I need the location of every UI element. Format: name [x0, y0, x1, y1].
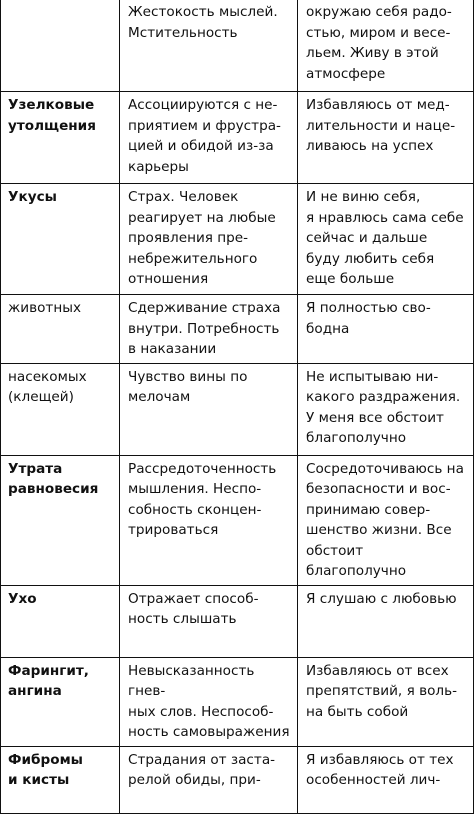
- cause-text: Ассоциируются с не- приятием и фрустра- цией и обидой из-за карьеры: [128, 97, 281, 175]
- affirmation-text: Я избавляюсь от тех особенностей лич-: [306, 751, 454, 788]
- term-cell: [1, 363, 120, 455]
- affirmation-cell: [298, 363, 474, 455]
- term-text: насекомых (клещей): [8, 368, 87, 405]
- affirmation-text: окружаю себя радо- стью, миром и весе- льем. Живу в этой атмосфере: [306, 4, 452, 82]
- table-body: [1, 0, 474, 813]
- cause-cell: [120, 0, 298, 92]
- term-cell: [1, 585, 120, 657]
- affirmation-cell: [298, 746, 474, 813]
- affirmation-text: Избавляюсь от мед- лительности и наце- ливаюсь на успех: [306, 97, 456, 154]
- cause-cell: [120, 455, 298, 585]
- affirmation-cell: [298, 0, 474, 92]
- cause-text: Страх. Человек реагирует на любые проявления пре- небрежительного отношения: [128, 189, 276, 287]
- affirmation-cell: [298, 92, 474, 184]
- affirmation-cell: [298, 455, 474, 585]
- cause-text: Рассредоточенность мышления. Неспо- собность сконцен- трироваться: [128, 460, 277, 538]
- table-row: [1, 746, 474, 813]
- table-row: [1, 184, 474, 295]
- affirmation-text: Я полностью сво- бодна: [306, 300, 431, 337]
- cause-cell: [120, 746, 298, 813]
- term-cell: [1, 295, 120, 364]
- table-row: [1, 657, 474, 746]
- term-cell: [1, 184, 120, 295]
- term-cell: [1, 657, 120, 746]
- table-row: [1, 0, 474, 92]
- term-text: Узелковые утолщения: [8, 97, 96, 134]
- affirmation-text: И не виню себя, я нравлюсь сама себе сейчас и дальше буду любить себя еще больше: [306, 189, 464, 287]
- cause-text: Чувство вины по мелочам: [128, 368, 248, 405]
- cause-text: Страдания от заста- релой обиды, при-: [128, 751, 276, 788]
- table-row: [1, 455, 474, 585]
- cause-cell: [120, 184, 298, 295]
- term-text: Утрата равновесия: [8, 460, 99, 497]
- affirmation-text: Сосредоточиваюсь на безопасности и вос- принимаю совер- шенство жизни. Все обстоит благополучно: [306, 460, 464, 579]
- table-row: [1, 92, 474, 184]
- affirmation-cell: [298, 295, 474, 364]
- table-row: [1, 585, 474, 657]
- term-cell: [1, 455, 120, 585]
- term-cell: [1, 92, 120, 184]
- cause-cell: [120, 585, 298, 657]
- affirmation-text: Не испытываю ни- какого раздражения. У меня все обстоит благополучно: [306, 368, 461, 446]
- affirmation-text: Я слушаю с любовью: [306, 590, 457, 607]
- term-text: Фибромы и кисты: [8, 751, 83, 788]
- affirmation-text: Избавляюсь от всех препятствий, я воль- на быть собой: [306, 662, 458, 720]
- term-cell: [1, 0, 120, 92]
- term-text: животных: [8, 300, 81, 316]
- cause-cell: [120, 92, 298, 184]
- table-row: [1, 363, 474, 455]
- cause-cell: [120, 363, 298, 455]
- cause-text: Жестокость мыслей. Мстительность: [128, 4, 278, 41]
- term-text: Фарингит, ангина: [8, 662, 89, 699]
- cause-text: Отражает способ- ность слышать: [128, 590, 259, 627]
- affirmation-cell: [298, 184, 474, 295]
- affirmation-cell: [298, 657, 474, 746]
- cause-text: Сдерживание страха внутри. Потребность в наказании: [128, 300, 281, 357]
- cause-cell: [120, 295, 298, 364]
- term-cell: [1, 746, 120, 813]
- cause-cell: [120, 657, 298, 746]
- cause-text: Невысказанность гнев- ных слов. Неспособ- ность самовыражения: [128, 662, 290, 740]
- term-text: Укусы: [8, 189, 57, 205]
- table-row: [1, 295, 474, 364]
- affirmation-cell: [298, 585, 474, 657]
- term-text: Ухо: [8, 590, 37, 607]
